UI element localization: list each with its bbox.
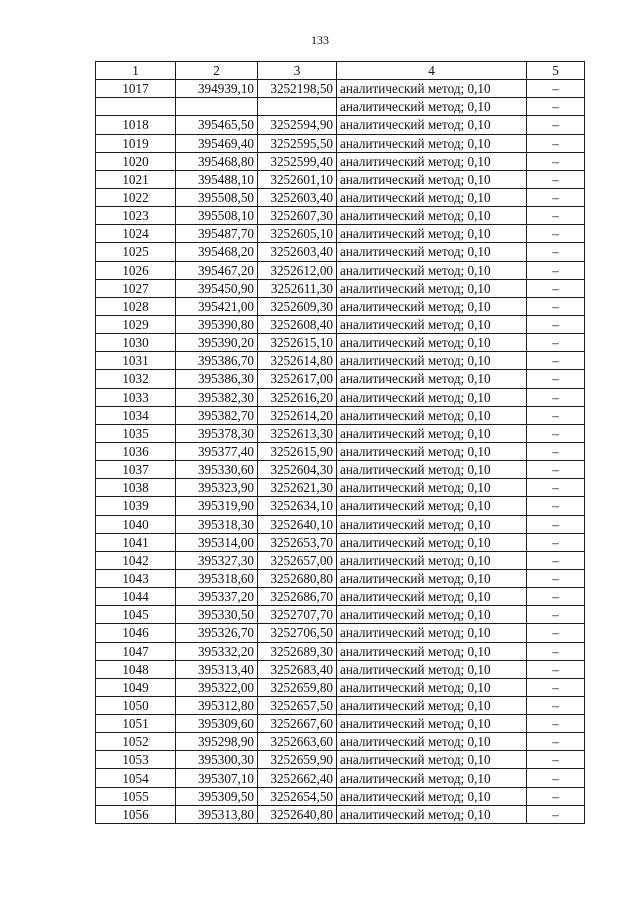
- cell-note: –: [527, 569, 585, 587]
- cell-point-number: 1031: [96, 352, 176, 370]
- cell-coordinate-y: 3252663,60: [258, 733, 337, 751]
- cell-method-accuracy: аналитический метод; 0,10: [337, 352, 527, 370]
- table-row: [96, 461, 585, 479]
- table-row: [96, 733, 585, 751]
- cell-note: –: [527, 352, 585, 370]
- cell-coordinate-x: 395390,20: [176, 334, 258, 352]
- cell-note: –: [527, 660, 585, 678]
- cell-coordinate-y: 3252198,50: [258, 80, 337, 98]
- cell-coordinate-y: 3252613,30: [258, 424, 337, 442]
- table-row: [96, 787, 585, 805]
- table-row: [96, 116, 585, 134]
- table-row: [96, 406, 585, 424]
- cell-note: –: [527, 98, 585, 116]
- cell-coordinate-y: 3252614,20: [258, 406, 337, 424]
- cell-point-number: 1049: [96, 678, 176, 696]
- cell-method-accuracy: аналитический метод; 0,10: [337, 642, 527, 660]
- cell-note: –: [527, 805, 585, 823]
- cell-method-accuracy: аналитический метод; 0,10: [337, 297, 527, 315]
- table-header-row: [96, 62, 585, 80]
- cell-point-number: 1045: [96, 606, 176, 624]
- cell-coordinate-x: 395300,30: [176, 751, 258, 769]
- cell-point-number: 1018: [96, 116, 176, 134]
- cell-note: –: [527, 297, 585, 315]
- coordinates-table: [95, 61, 585, 824]
- cell-method-accuracy: аналитический метод; 0,10: [337, 479, 527, 497]
- cell-method-accuracy: аналитический метод; 0,10: [337, 751, 527, 769]
- cell-coordinate-y: 3252611,30: [258, 279, 337, 297]
- cell-coordinate-x: 395382,70: [176, 406, 258, 424]
- cell-point-number: 1025: [96, 243, 176, 261]
- cell-note: –: [527, 116, 585, 134]
- cell-point-number: 1032: [96, 370, 176, 388]
- cell-coordinate-x: 395322,00: [176, 678, 258, 696]
- cell-point-number: 1039: [96, 497, 176, 515]
- cell-point-number: 1028: [96, 297, 176, 315]
- cell-coordinate-x: 394939,10: [176, 80, 258, 98]
- cell-note: –: [527, 134, 585, 152]
- cell-point-number: 1035: [96, 424, 176, 442]
- cell-note: –: [527, 315, 585, 333]
- table-row: [96, 533, 585, 551]
- cell-point-number: 1043: [96, 569, 176, 587]
- cell-method-accuracy: аналитический метод; 0,10: [337, 370, 527, 388]
- cell-method-accuracy: аналитический метод; 0,10: [337, 315, 527, 333]
- cell-coordinate-x: 395467,20: [176, 261, 258, 279]
- cell-point-number: 1036: [96, 442, 176, 460]
- cell-method-accuracy: аналитический метод; 0,10: [337, 207, 527, 225]
- cell-note: –: [527, 696, 585, 714]
- cell-method-accuracy: аналитический метод; 0,10: [337, 406, 527, 424]
- cell-coordinate-y: 3252667,60: [258, 715, 337, 733]
- cell-point-number: 1020: [96, 152, 176, 170]
- cell-method-accuracy: аналитический метод; 0,10: [337, 551, 527, 569]
- column-header-1: 1: [96, 62, 176, 80]
- table-row: [96, 98, 585, 116]
- table-row: [96, 297, 585, 315]
- cell-point-number: 1044: [96, 588, 176, 606]
- table-row: [96, 279, 585, 297]
- table-row: [96, 388, 585, 406]
- cell-coordinate-y: 3252604,30: [258, 461, 337, 479]
- cell-coordinate-x: 395386,70: [176, 352, 258, 370]
- cell-note: –: [527, 370, 585, 388]
- cell-note: –: [527, 406, 585, 424]
- cell-coordinate-y: 3252689,30: [258, 642, 337, 660]
- cell-method-accuracy: аналитический метод; 0,10: [337, 334, 527, 352]
- cell-coordinate-x: 395382,30: [176, 388, 258, 406]
- table-row: [96, 569, 585, 587]
- cell-coordinate-y: 3252609,30: [258, 297, 337, 315]
- table-row: [96, 134, 585, 152]
- cell-point-number: 1037: [96, 461, 176, 479]
- cell-note: –: [527, 279, 585, 297]
- cell-note: –: [527, 606, 585, 624]
- table-row: [96, 769, 585, 787]
- cell-coordinate-y: 3252657,00: [258, 551, 337, 569]
- table-row: [96, 660, 585, 678]
- table-row: [96, 370, 585, 388]
- cell-note: –: [527, 225, 585, 243]
- cell-coordinate-y: 3252680,80: [258, 569, 337, 587]
- cell-note: –: [527, 479, 585, 497]
- cell-note: –: [527, 170, 585, 188]
- cell-coordinate-x: 395508,10: [176, 207, 258, 225]
- cell-coordinate-y: 3252607,30: [258, 207, 337, 225]
- cell-coordinate-x: 395314,00: [176, 533, 258, 551]
- cell-coordinate-y: 3252707,70: [258, 606, 337, 624]
- cell-coordinate-y: 3252612,00: [258, 261, 337, 279]
- cell-coordinate-y: 3252659,80: [258, 678, 337, 696]
- cell-note: –: [527, 733, 585, 751]
- table-row: [96, 515, 585, 533]
- cell-point-number: 1030: [96, 334, 176, 352]
- cell-point-number: 1042: [96, 551, 176, 569]
- cell-point-number: 1021: [96, 170, 176, 188]
- cell-point-number: 1056: [96, 805, 176, 823]
- cell-coordinate-y: 3252634,10: [258, 497, 337, 515]
- cell-note: –: [527, 787, 585, 805]
- cell-note: –: [527, 515, 585, 533]
- table-row: [96, 551, 585, 569]
- cell-coordinate-y: 3252683,40: [258, 660, 337, 678]
- cell-note: –: [527, 678, 585, 696]
- cell-method-accuracy: аналитический метод; 0,10: [337, 769, 527, 787]
- table-row: [96, 152, 585, 170]
- cell-point-number: 1034: [96, 406, 176, 424]
- table-row: [96, 606, 585, 624]
- page-number: 133: [311, 33, 329, 47]
- cell-coordinate-x: 395309,50: [176, 787, 258, 805]
- cell-note: –: [527, 442, 585, 460]
- table-row: [96, 624, 585, 642]
- cell-coordinate-x: 395298,90: [176, 733, 258, 751]
- cell-method-accuracy: аналитический метод; 0,10: [337, 678, 527, 696]
- cell-coordinate-y: 3252614,80: [258, 352, 337, 370]
- cell-coordinate-y: 3252601,10: [258, 170, 337, 188]
- cell-coordinate-x: 395377,40: [176, 442, 258, 460]
- cell-method-accuracy: аналитический метод; 0,10: [337, 787, 527, 805]
- cell-point-number: 1026: [96, 261, 176, 279]
- cell-point-number: 1055: [96, 787, 176, 805]
- cell-coordinate-x: 395468,20: [176, 243, 258, 261]
- cell-coordinate-x: 395487,70: [176, 225, 258, 243]
- cell-coordinate-y: 3252603,40: [258, 243, 337, 261]
- cell-point-number: 1024: [96, 225, 176, 243]
- cell-coordinate-x: 395319,90: [176, 497, 258, 515]
- cell-point-number: 1051: [96, 715, 176, 733]
- cell-coordinate-x: 395421,00: [176, 297, 258, 315]
- cell-coordinate-y: 3252599,40: [258, 152, 337, 170]
- cell-coordinate-x: 395309,60: [176, 715, 258, 733]
- cell-coordinate-y: 3252594,90: [258, 116, 337, 134]
- cell-coordinate-x: 395450,90: [176, 279, 258, 297]
- cell-coordinate-x: 395390,80: [176, 315, 258, 333]
- cell-note: –: [527, 715, 585, 733]
- cell-method-accuracy: аналитический метод; 0,10: [337, 696, 527, 714]
- cell-point-number: 1027: [96, 279, 176, 297]
- cell-note: –: [527, 769, 585, 787]
- cell-method-accuracy: аналитический метод; 0,10: [337, 588, 527, 606]
- cell-point-number: 1040: [96, 515, 176, 533]
- cell-method-accuracy: аналитический метод; 0,10: [337, 98, 527, 116]
- cell-note: –: [527, 334, 585, 352]
- cell-method-accuracy: аналитический метод; 0,10: [337, 660, 527, 678]
- column-header-5: 5: [527, 62, 585, 80]
- cell-coordinate-x: [176, 98, 258, 116]
- cell-coordinate-y: 3252654,50: [258, 787, 337, 805]
- cell-coordinate-y: 3252640,80: [258, 805, 337, 823]
- cell-note: –: [527, 388, 585, 406]
- cell-coordinate-y: 3252653,70: [258, 533, 337, 551]
- cell-method-accuracy: аналитический метод; 0,10: [337, 188, 527, 206]
- cell-coordinate-x: 395323,90: [176, 479, 258, 497]
- cell-method-accuracy: аналитический метод; 0,10: [337, 152, 527, 170]
- cell-point-number: 1053: [96, 751, 176, 769]
- cell-coordinate-x: 395327,30: [176, 551, 258, 569]
- cell-point-number: 1046: [96, 624, 176, 642]
- cell-note: –: [527, 624, 585, 642]
- cell-coordinate-x: 395330,50: [176, 606, 258, 624]
- cell-note: –: [527, 497, 585, 515]
- cell-coordinate-x: 395488,10: [176, 170, 258, 188]
- cell-coordinate-x: 395313,80: [176, 805, 258, 823]
- cell-coordinate-x: 395337,20: [176, 588, 258, 606]
- cell-coordinate-y: 3252615,90: [258, 442, 337, 460]
- table-row: [96, 334, 585, 352]
- cell-coordinate-x: 395318,60: [176, 569, 258, 587]
- cell-coordinate-y: 3252657,50: [258, 696, 337, 714]
- cell-point-number: 1029: [96, 315, 176, 333]
- cell-note: –: [527, 424, 585, 442]
- cell-method-accuracy: аналитический метод; 0,10: [337, 569, 527, 587]
- cell-method-accuracy: аналитический метод; 0,10: [337, 715, 527, 733]
- column-header-2: 2: [176, 62, 258, 80]
- table-row: [96, 261, 585, 279]
- cell-coordinate-y: 3252615,10: [258, 334, 337, 352]
- cell-method-accuracy: аналитический метод; 0,10: [337, 116, 527, 134]
- cell-note: –: [527, 751, 585, 769]
- cell-coordinate-y: 3252706,50: [258, 624, 337, 642]
- cell-note: –: [527, 261, 585, 279]
- cell-coordinate-x: 395312,80: [176, 696, 258, 714]
- cell-coordinate-y: [258, 98, 337, 116]
- cell-point-number: 1052: [96, 733, 176, 751]
- table-row: [96, 315, 585, 333]
- cell-coordinate-y: 3252605,10: [258, 225, 337, 243]
- cell-method-accuracy: аналитический метод; 0,10: [337, 805, 527, 823]
- cell-coordinate-x: 395307,10: [176, 769, 258, 787]
- cell-coordinate-x: 395469,40: [176, 134, 258, 152]
- cell-method-accuracy: аналитический метод; 0,10: [337, 225, 527, 243]
- cell-note: –: [527, 80, 585, 98]
- cell-method-accuracy: аналитический метод; 0,10: [337, 80, 527, 98]
- cell-point-number: 1038: [96, 479, 176, 497]
- cell-method-accuracy: аналитический метод; 0,10: [337, 134, 527, 152]
- cell-coordinate-y: 3252621,30: [258, 479, 337, 497]
- cell-method-accuracy: аналитический метод; 0,10: [337, 733, 527, 751]
- cell-method-accuracy: аналитический метод; 0,10: [337, 424, 527, 442]
- table-row: [96, 442, 585, 460]
- cell-note: –: [527, 642, 585, 660]
- table-row: [96, 479, 585, 497]
- cell-point-number: 1054: [96, 769, 176, 787]
- table-row: [96, 207, 585, 225]
- table-row: [96, 751, 585, 769]
- cell-method-accuracy: аналитический метод; 0,10: [337, 461, 527, 479]
- table-row: [96, 497, 585, 515]
- table-row: [96, 715, 585, 733]
- table-row: [96, 805, 585, 823]
- table-row: [96, 170, 585, 188]
- cell-note: –: [527, 152, 585, 170]
- cell-coordinate-y: 3252686,70: [258, 588, 337, 606]
- table-row: [96, 424, 585, 442]
- cell-coordinate-y: 3252662,40: [258, 769, 337, 787]
- cell-coordinate-y: 3252640,10: [258, 515, 337, 533]
- table-row: [96, 80, 585, 98]
- cell-method-accuracy: аналитический метод; 0,10: [337, 243, 527, 261]
- cell-point-number: 1041: [96, 533, 176, 551]
- cell-method-accuracy: аналитический метод; 0,10: [337, 606, 527, 624]
- column-header-4: 4: [337, 62, 527, 80]
- cell-point-number: 1017: [96, 80, 176, 98]
- cell-note: –: [527, 243, 585, 261]
- cell-coordinate-x: 395326,70: [176, 624, 258, 642]
- table-row: [96, 225, 585, 243]
- cell-coordinate-y: 3252608,40: [258, 315, 337, 333]
- cell-coordinate-x: 395332,20: [176, 642, 258, 660]
- cell-note: –: [527, 588, 585, 606]
- table-row: [96, 678, 585, 696]
- cell-point-number: 1047: [96, 642, 176, 660]
- table-row: [96, 588, 585, 606]
- cell-coordinate-y: 3252595,50: [258, 134, 337, 152]
- cell-coordinate-y: 3252617,00: [258, 370, 337, 388]
- cell-coordinate-x: 395378,30: [176, 424, 258, 442]
- cell-note: –: [527, 188, 585, 206]
- cell-method-accuracy: аналитический метод; 0,10: [337, 624, 527, 642]
- cell-method-accuracy: аналитический метод; 0,10: [337, 388, 527, 406]
- cell-method-accuracy: аналитический метод; 0,10: [337, 279, 527, 297]
- cell-method-accuracy: аналитический метод; 0,10: [337, 515, 527, 533]
- table-row: [96, 352, 585, 370]
- cell-coordinate-x: 395318,30: [176, 515, 258, 533]
- cell-coordinate-x: 395313,40: [176, 660, 258, 678]
- cell-method-accuracy: аналитический метод; 0,10: [337, 170, 527, 188]
- cell-method-accuracy: аналитический метод; 0,10: [337, 261, 527, 279]
- cell-note: –: [527, 461, 585, 479]
- cell-method-accuracy: аналитический метод; 0,10: [337, 533, 527, 551]
- cell-point-number: 1050: [96, 696, 176, 714]
- cell-method-accuracy: аналитический метод; 0,10: [337, 497, 527, 515]
- column-header-3: 3: [258, 62, 337, 80]
- cell-coordinate-x: 395468,80: [176, 152, 258, 170]
- table-row: [96, 188, 585, 206]
- table-body: [96, 62, 585, 824]
- cell-coordinate-x: 395330,60: [176, 461, 258, 479]
- cell-method-accuracy: аналитический метод; 0,10: [337, 442, 527, 460]
- cell-coordinate-y: 3252603,40: [258, 188, 337, 206]
- cell-coordinate-x: 395465,50: [176, 116, 258, 134]
- cell-point-number: 1022: [96, 188, 176, 206]
- cell-point-number: 1048: [96, 660, 176, 678]
- cell-point-number: 1023: [96, 207, 176, 225]
- cell-note: –: [527, 551, 585, 569]
- cell-coordinate-y: 3252659,90: [258, 751, 337, 769]
- cell-coordinate-y: 3252616,20: [258, 388, 337, 406]
- cell-point-number: 1033: [96, 388, 176, 406]
- table-row: [96, 696, 585, 714]
- cell-note: –: [527, 207, 585, 225]
- cell-note: –: [527, 533, 585, 551]
- cell-coordinate-x: 395386,30: [176, 370, 258, 388]
- cell-point-number: 1019: [96, 134, 176, 152]
- cell-coordinate-x: 395508,50: [176, 188, 258, 206]
- table-row: [96, 642, 585, 660]
- table-row: [96, 243, 585, 261]
- cell-point-number: [96, 98, 176, 116]
